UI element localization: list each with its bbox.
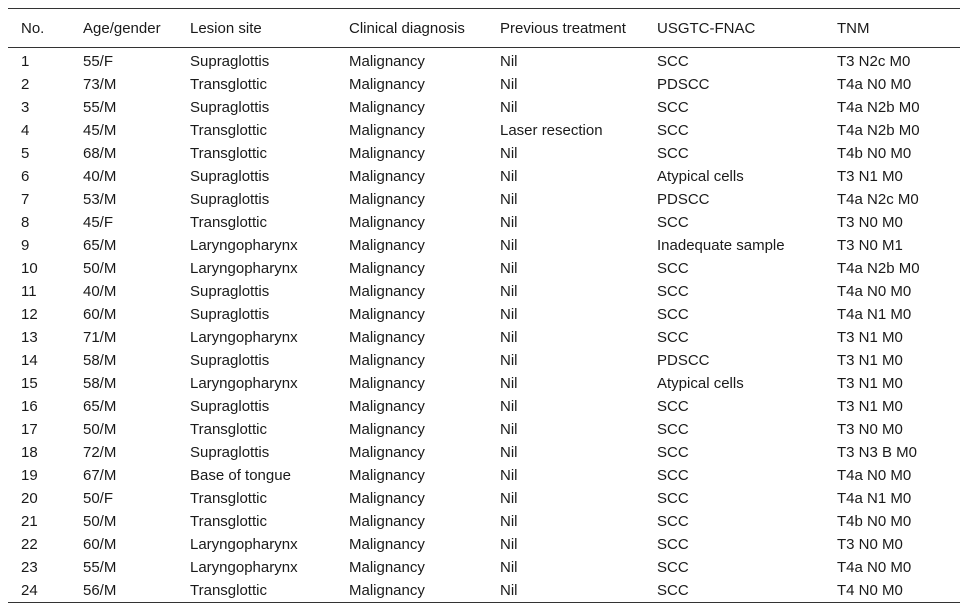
cell-previous-treatment: Nil (500, 53, 518, 70)
cell-no: 21 (21, 513, 38, 530)
cell-age-gender: 40/M (83, 283, 117, 300)
cell-tnm: T4a N2c M0 (837, 191, 919, 208)
cell-no: 5 (21, 145, 30, 162)
cell-previous-treatment: Nil (500, 467, 518, 484)
cell-tnm: T4b N0 M0 (837, 513, 912, 530)
cell-age-gender: 55/M (83, 559, 117, 576)
cell-usgtc-fnac: SCC (657, 536, 689, 553)
cell-tnm: T3 N0 M0 (837, 421, 903, 438)
cell-usgtc-fnac: SCC (657, 260, 689, 277)
cell-age-gender: 60/M (83, 536, 117, 553)
cell-tnm: T3 N3 B M0 (837, 444, 918, 461)
table-row (8, 372, 960, 395)
cell-usgtc-fnac: SCC (657, 283, 689, 300)
cell-previous-treatment: Nil (500, 191, 518, 208)
table-row (8, 211, 960, 234)
table-row (8, 533, 960, 556)
cell-lesion-site: Laryngopharynx (190, 329, 298, 346)
header-clinical-diagnosis: Clinical diagnosis (336, 9, 487, 48)
table-row (8, 395, 960, 418)
cell-lesion-site: Supraglottis (190, 444, 270, 461)
cell-no: 13 (21, 329, 38, 346)
cell-clinical-diagnosis: Malignancy (349, 513, 425, 530)
cell-usgtc-fnac: SCC (657, 490, 689, 507)
cell-clinical-diagnosis: Malignancy (349, 467, 425, 484)
cell-no: 20 (21, 490, 38, 507)
cell-clinical-diagnosis: Malignancy (349, 76, 425, 93)
cell-previous-treatment: Nil (500, 99, 518, 116)
cell-usgtc-fnac: SCC (657, 467, 689, 484)
cell-clinical-diagnosis: Malignancy (349, 536, 425, 553)
cell-age-gender: 71/M (83, 329, 117, 346)
cell-previous-treatment: Nil (500, 375, 518, 392)
table-body (8, 48, 960, 603)
cell-previous-treatment: Nil (500, 398, 518, 415)
cell-age-gender: 53/M (83, 191, 117, 208)
cell-no: 23 (21, 559, 38, 576)
cell-lesion-site: Transglottic (190, 145, 267, 162)
cell-no: 2 (21, 76, 30, 93)
cell-clinical-diagnosis: Malignancy (349, 145, 425, 162)
header-age-gender: Age/gender (70, 9, 177, 48)
cell-previous-treatment: Nil (500, 76, 518, 93)
cell-previous-treatment: Nil (500, 214, 518, 231)
cell-previous-treatment: Nil (500, 536, 518, 553)
cell-clinical-diagnosis: Malignancy (349, 283, 425, 300)
cell-tnm: T3 N2c M0 (837, 53, 911, 70)
cell-age-gender: 40/M (83, 168, 117, 185)
cell-previous-treatment: Nil (500, 237, 518, 254)
header-usgtc-fnac: USGTC-FNAC (644, 9, 824, 48)
cell-lesion-site: Laryngopharynx (190, 559, 298, 576)
cell-usgtc-fnac: SCC (657, 122, 689, 139)
cell-previous-treatment: Nil (500, 513, 518, 530)
table-row (8, 142, 960, 165)
cell-age-gender: 55/M (83, 99, 117, 116)
cell-clinical-diagnosis: Malignancy (349, 375, 425, 392)
cell-lesion-site: Transglottic (190, 421, 267, 438)
cell-no: 8 (21, 214, 30, 231)
cell-usgtc-fnac: SCC (657, 421, 689, 438)
cell-lesion-site: Laryngopharynx (190, 375, 298, 392)
cell-lesion-site: Transglottic (190, 76, 267, 93)
cell-lesion-site: Transglottic (177, 579, 336, 603)
cell-age-gender: 45/M (83, 122, 117, 139)
cell-age-gender: 67/M (83, 467, 117, 484)
cell-previous-treatment: Nil (500, 490, 518, 507)
cell-no: 11 (21, 283, 37, 300)
cell-no: 14 (21, 352, 38, 369)
cell-previous-treatment: Nil (500, 168, 518, 185)
table-row (8, 303, 960, 326)
cell-usgtc-fnac: SCC (657, 53, 689, 70)
cell-clinical-diagnosis: Malignancy (349, 329, 425, 346)
cell-age-gender: 55/F (83, 53, 114, 70)
table-row (8, 280, 960, 303)
cell-tnm: T3 N1 M0 (837, 375, 903, 392)
cell-age-gender: 60/M (83, 306, 117, 323)
cell-age-gender: 65/M (83, 237, 117, 254)
cell-tnm: T4a N0 M0 (837, 283, 912, 300)
cell-clinical-diagnosis: Malignancy (349, 398, 425, 415)
table-row (8, 326, 960, 349)
cell-clinical-diagnosis: Malignancy (349, 237, 425, 254)
cell-tnm: T4a N0 M0 (837, 76, 912, 93)
cell-clinical-diagnosis: Malignancy (349, 53, 425, 70)
cell-tnm: T4a N2b M0 (837, 99, 920, 116)
cell-clinical-diagnosis: Malignancy (349, 260, 425, 277)
cell-usgtc-fnac: SCC (644, 579, 824, 603)
patient-table (8, 8, 960, 603)
cell-age-gender: 45/F (83, 214, 114, 231)
cell-clinical-diagnosis: Malignancy (349, 306, 425, 323)
cell-previous-treatment: Nil (500, 329, 518, 346)
table-row (8, 165, 960, 188)
cell-previous-treatment: Laser resection (500, 122, 603, 139)
cell-previous-treatment: Nil (500, 283, 518, 300)
cell-clinical-diagnosis: Malignancy (349, 352, 425, 369)
cell-lesion-site: Supraglottis (190, 398, 270, 415)
cell-no: 15 (21, 375, 38, 392)
cell-previous-treatment: Nil (500, 352, 518, 369)
cell-usgtc-fnac: SCC (657, 398, 689, 415)
cell-lesion-site: Base of tongue (190, 467, 291, 484)
cell-usgtc-fnac: SCC (657, 559, 689, 576)
cell-lesion-site: Transglottic (190, 214, 267, 231)
cell-usgtc-fnac: Atypical cells (657, 168, 744, 185)
cell-clinical-diagnosis: Malignancy (349, 490, 425, 507)
cell-tnm: T4a N2b M0 (837, 122, 920, 139)
cell-lesion-site: Transglottic (190, 513, 267, 530)
cell-no: 24 (8, 579, 70, 603)
cell-usgtc-fnac: SCC (657, 444, 689, 461)
cell-usgtc-fnac: Atypical cells (657, 375, 744, 392)
cell-clinical-diagnosis: Malignancy (349, 214, 425, 231)
table-row (8, 510, 960, 533)
cell-lesion-site: Laryngopharynx (190, 260, 298, 277)
cell-tnm: T3 N1 M0 (837, 352, 903, 369)
table-row (8, 418, 960, 441)
cell-clinical-diagnosis: Malignancy (349, 168, 425, 185)
cell-tnm: T4a N0 M0 (837, 559, 912, 576)
table-row (8, 234, 960, 257)
cell-no: 10 (21, 260, 38, 277)
table-row (8, 349, 960, 372)
table-row (8, 119, 960, 142)
cell-previous-treatment: Nil (500, 260, 518, 277)
cell-age-gender: 58/M (83, 352, 117, 369)
cell-lesion-site: Supraglottis (190, 283, 270, 300)
cell-tnm: T4b N0 M0 (837, 145, 912, 162)
header-no: No. (8, 9, 70, 48)
cell-lesion-site: Transglottic (190, 122, 267, 139)
cell-clinical-diagnosis: Malignancy (349, 99, 425, 116)
cell-lesion-site: Supraglottis (190, 352, 270, 369)
cell-tnm: T4a N0 M0 (837, 467, 912, 484)
cell-previous-treatment: Nil (500, 145, 518, 162)
cell-age-gender: 65/M (83, 398, 117, 415)
cell-usgtc-fnac: SCC (657, 99, 689, 116)
cell-lesion-site: Supraglottis (190, 191, 270, 208)
table-row (8, 73, 960, 96)
cell-no: 1 (21, 53, 30, 70)
cell-age-gender: 58/M (83, 375, 117, 392)
cell-age-gender: 50/M (83, 421, 117, 438)
cell-lesion-site: Transglottic (190, 490, 267, 507)
cell-age-gender: 56/M (70, 579, 177, 603)
cell-tnm: T4 N0 M0 (824, 579, 960, 603)
table-row (8, 579, 960, 603)
cell-age-gender: 72/M (83, 444, 117, 461)
cell-age-gender: 73/M (83, 76, 117, 93)
header-previous-treatment: Previous treatment (487, 9, 644, 48)
table-row (8, 96, 960, 119)
cell-lesion-site: Laryngopharynx (190, 237, 298, 254)
cell-age-gender: 50/F (83, 490, 114, 507)
cell-lesion-site: Supraglottis (190, 99, 270, 116)
cell-previous-treatment: Nil (500, 421, 518, 438)
cell-lesion-site: Supraglottis (190, 168, 270, 185)
cell-tnm: T4a N2b M0 (837, 260, 920, 277)
cell-usgtc-fnac: SCC (657, 306, 689, 323)
cell-clinical-diagnosis: Malignancy (349, 191, 425, 208)
cell-previous-treatment: Nil (500, 559, 518, 576)
table-row (8, 188, 960, 211)
cell-no: 16 (21, 398, 38, 415)
cell-tnm: T3 N0 M0 (837, 214, 903, 231)
cell-tnm: T3 N0 M1 (837, 237, 903, 254)
cell-tnm: T3 N0 M0 (837, 536, 903, 553)
cell-clinical-diagnosis: Malignancy (349, 444, 425, 461)
cell-previous-treatment: Nil (500, 306, 518, 323)
cell-age-gender: 50/M (83, 260, 117, 277)
cell-tnm: T3 N1 M0 (837, 329, 903, 346)
cell-no: 3 (21, 99, 30, 116)
patient-table-container (8, 8, 960, 603)
cell-no: 18 (21, 444, 38, 461)
table-row (8, 464, 960, 487)
cell-usgtc-fnac: SCC (657, 513, 689, 530)
table-row (8, 487, 960, 510)
table-row (8, 441, 960, 464)
cell-clinical-diagnosis: Malignancy (349, 421, 425, 438)
cell-tnm: T3 N1 M0 (837, 168, 903, 185)
cell-age-gender: 50/M (83, 513, 117, 530)
cell-no: 17 (21, 421, 38, 438)
cell-age-gender: 68/M (83, 145, 117, 162)
cell-tnm: T4a N1 M0 (837, 490, 912, 507)
cell-lesion-site: Supraglottis (190, 306, 270, 323)
cell-no: 6 (21, 168, 30, 185)
cell-usgtc-fnac: PDSCC (657, 191, 710, 208)
cell-no: 19 (21, 467, 38, 484)
cell-no: 7 (21, 191, 30, 208)
cell-usgtc-fnac: SCC (657, 329, 689, 346)
cell-clinical-diagnosis: Malignancy (349, 559, 425, 576)
cell-usgtc-fnac: SCC (657, 214, 689, 231)
cell-lesion-site: Laryngopharynx (190, 536, 298, 553)
cell-clinical-diagnosis: Malignancy (349, 122, 425, 139)
cell-no: 12 (21, 306, 38, 323)
cell-usgtc-fnac: Inadequate sample (657, 237, 785, 254)
cell-tnm: T4a N1 M0 (837, 306, 912, 323)
header-tnm: TNM (824, 9, 960, 48)
table-row (8, 556, 960, 579)
cell-previous-treatment: Nil (500, 444, 518, 461)
table-header (8, 9, 960, 48)
cell-lesion-site: Supraglottis (190, 53, 270, 70)
header-lesion-site: Lesion site (177, 9, 336, 48)
cell-clinical-diagnosis: Malignancy (336, 579, 487, 603)
header-row (8, 9, 960, 48)
cell-usgtc-fnac: SCC (657, 145, 689, 162)
cell-previous-treatment: Nil (487, 579, 644, 603)
cell-tnm: T3 N1 M0 (837, 398, 903, 415)
table-row (8, 48, 960, 74)
cell-no: 9 (21, 237, 30, 254)
cell-usgtc-fnac: PDSCC (657, 352, 710, 369)
cell-usgtc-fnac: PDSCC (657, 76, 710, 93)
cell-no: 4 (21, 122, 30, 139)
cell-no: 22 (21, 536, 38, 553)
table-row (8, 257, 960, 280)
